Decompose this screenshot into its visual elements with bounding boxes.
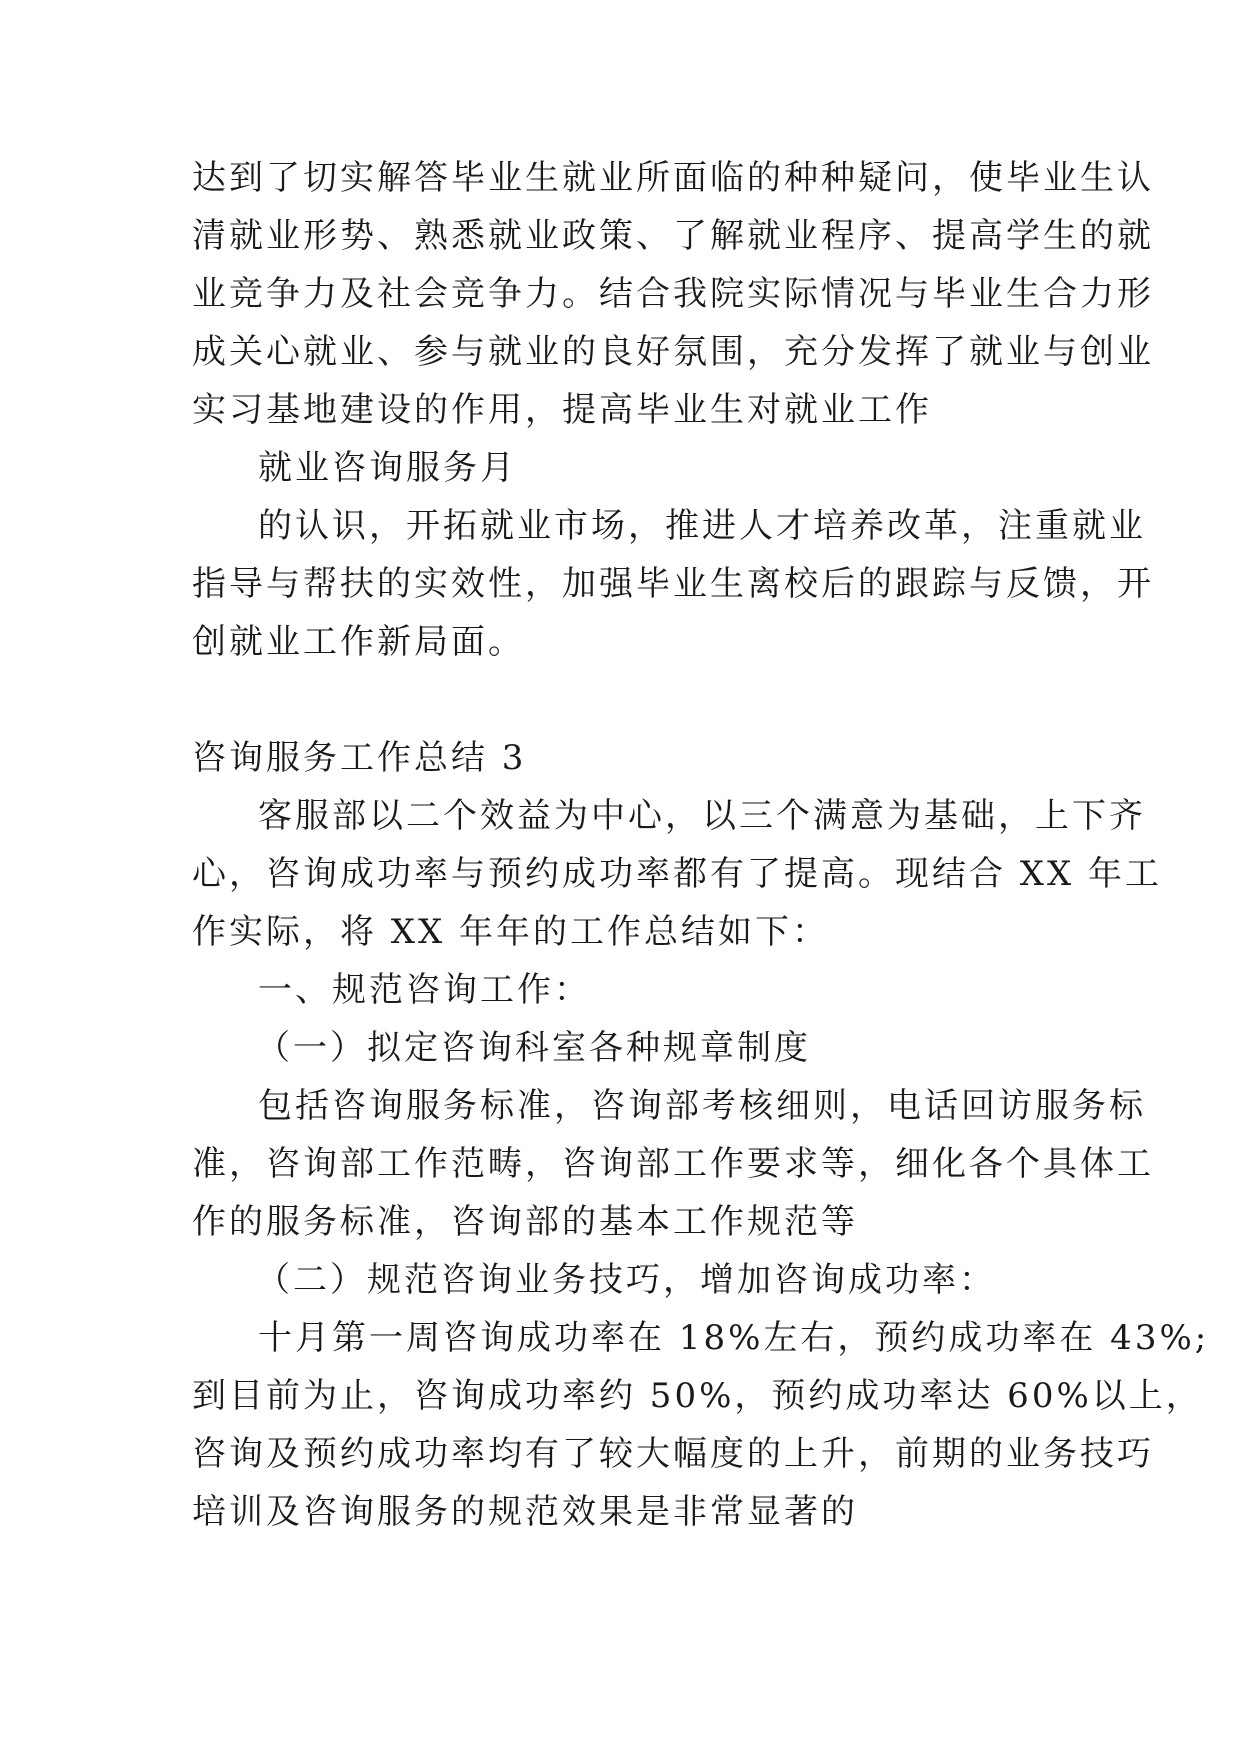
paragraph-5-line-3: 咨询及预约成功率均有了较大幅度的上升，前期的业务技巧 [192, 1434, 1154, 1474]
paragraph-3-line-1: 客服部以二个效益为中心，以三个满意为基础，上下齐 [258, 796, 1146, 836]
heading-1: 一、规范咨询工作： [258, 970, 591, 1010]
paragraph-3-line-2: 心，咨询成功率与预约成功率都有了提高。现结合 XX 年工 [192, 854, 1163, 894]
paragraph-1-line-5: 实习基地建设的作用，提高毕业生对就业工作 [192, 390, 932, 430]
paragraph-1-line-1: 达到了切实解答毕业生就业所面临的种种疑问，使毕业生认 [192, 158, 1154, 198]
paragraph-2-line-1: 的认识，开拓就业市场，推进人才培养改革，注重就业 [258, 506, 1146, 546]
paragraph-5-line-2: 到目前为止，咨询成功率约 50%，预约成功率达 60%以上， [192, 1376, 1203, 1416]
paragraph-1-line-2: 清就业形势、熟悉就业政策、了解就业程序、提高学生的就 [192, 216, 1154, 256]
paragraph-1-line-4: 成关心就业、参与就业的良好氛围，充分发挥了就业与创业 [192, 332, 1154, 372]
paragraph-5-line-1: 十月第一周咨询成功率在 18%左右，预约成功率在 43%; [258, 1318, 1210, 1358]
section-title: 咨询服务工作总结 3 [192, 738, 527, 778]
paragraph-1-line-3: 业竞争力及社会竞争力。结合我院实际情况与毕业生合力形 [192, 274, 1154, 314]
paragraph-5-line-4: 培训及咨询服务的规范效果是非常显著的 [192, 1492, 858, 1532]
paragraph-3-line-3: 作实际，将 XX 年年的工作总结如下： [192, 912, 830, 952]
paragraph-4-line-2: 准，咨询部工作范畴，咨询部工作要求等，细化各个具体工 [192, 1144, 1154, 1184]
paragraph-2-line-3: 创就业工作新局面。 [192, 622, 525, 662]
paragraph-4-line-1: 包括咨询服务标准，咨询部考核细则，电话回访服务标 [258, 1086, 1146, 1126]
inline-heading: 就业咨询服务月 [258, 448, 517, 488]
paragraph-2-line-2: 指导与帮扶的实效性，加强毕业生离校后的跟踪与反馈，开 [192, 564, 1154, 604]
paragraph-4-line-3: 作的服务标准，咨询部的基本工作规范等 [192, 1202, 858, 1242]
subheading-1: （一）拟定咨询科室各种规章制度 [256, 1028, 811, 1068]
subheading-2: （二）规范咨询业务技巧，增加咨询成功率： [256, 1260, 996, 1300]
